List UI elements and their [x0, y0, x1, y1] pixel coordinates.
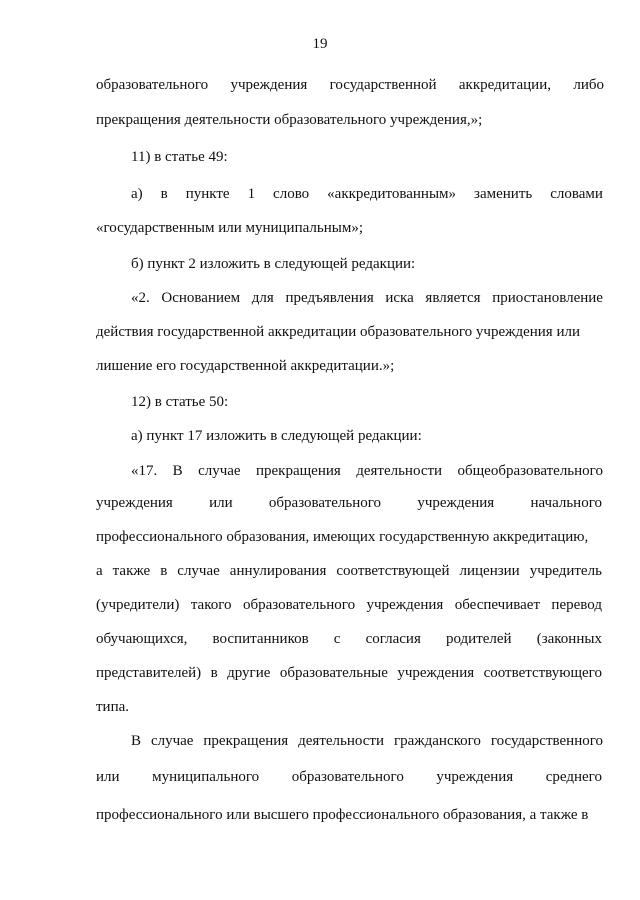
word: в — [160, 563, 168, 579]
word: случае — [177, 563, 220, 579]
text-line — [96, 664, 602, 682]
word: образовательные — [279, 665, 388, 681]
word: Основанием — [161, 290, 241, 306]
word: учреждения — [397, 665, 475, 681]
word: либо — [573, 77, 604, 93]
word: (законных — [536, 631, 602, 647]
word: обеспечивает — [454, 597, 540, 613]
word: гражданского — [393, 733, 481, 749]
word: или — [209, 495, 233, 511]
word: или — [96, 769, 120, 785]
word: согласия — [365, 631, 421, 647]
word: с — [333, 631, 341, 647]
text-line: 12) в статье 50: — [131, 394, 229, 410]
word: образовательного — [96, 77, 209, 93]
word: учреждения — [230, 77, 308, 93]
word: представителей) — [96, 665, 202, 681]
page-number: 19 — [312, 36, 328, 52]
word: иска — [385, 290, 414, 306]
word: учреждения — [366, 597, 444, 613]
word: лицензии — [459, 563, 520, 579]
word: учреждения — [436, 769, 514, 785]
word: перевод — [551, 597, 602, 613]
word: В — [131, 733, 142, 749]
text-line: профессионального или высшего профессионального образования, а также в — [96, 807, 589, 823]
word: родителей — [445, 631, 512, 647]
word: случае — [150, 733, 194, 749]
word: деятельности — [356, 463, 443, 479]
word: общеобразовательного — [457, 463, 603, 479]
word: пункте — [185, 186, 230, 202]
word: предъявления — [285, 290, 374, 306]
word: В — [172, 463, 183, 479]
word: другие — [227, 665, 271, 681]
text-line: б) пункт 2 изложить в следующей редакции: — [131, 256, 416, 272]
text-line: «государственным или муниципальным»; — [96, 220, 363, 236]
word: (учредители) — [96, 597, 180, 613]
word: «2. — [131, 290, 150, 306]
word: «аккредитованным» — [327, 186, 457, 202]
text-line — [96, 562, 602, 580]
word: учреждения — [417, 495, 495, 511]
word: «17. — [131, 463, 158, 479]
word: образовательного — [242, 597, 356, 613]
text-line: действия государственной аккредитации образовательного учреждения или — [96, 324, 580, 340]
text-line — [96, 630, 602, 648]
word: словами — [550, 186, 603, 202]
word: а) — [131, 186, 143, 202]
word: муниципального — [152, 769, 260, 785]
word: воспитанников — [212, 631, 309, 647]
word: 1 — [247, 186, 256, 202]
text-line: типа. — [96, 699, 130, 715]
word: государственной — [329, 77, 437, 93]
word: учреждения — [96, 495, 173, 511]
word: государственного — [490, 733, 603, 749]
word: обучающихся, — [96, 631, 188, 647]
text-line — [131, 289, 603, 307]
word: образовательного — [268, 495, 382, 511]
word: образовательного — [291, 769, 404, 785]
word: слово — [273, 186, 310, 202]
text-line: профессионального образования, имеющих государственную аккредитацию, — [96, 529, 589, 545]
word: в — [160, 186, 168, 202]
word: соответствующей — [336, 563, 450, 579]
text-line — [131, 185, 603, 203]
word: соответствующего — [483, 665, 602, 681]
text-line — [96, 596, 602, 614]
word: в — [210, 665, 218, 681]
word: прекращения — [256, 463, 341, 479]
text-line — [96, 768, 602, 786]
word: а — [96, 563, 103, 579]
word: начального — [530, 495, 602, 511]
text-line — [96, 76, 604, 94]
word: заменить — [474, 186, 533, 202]
text-line: прекращения деятельности образовательного учреждения,»; — [96, 112, 483, 128]
word: для — [251, 290, 274, 306]
text-line — [131, 732, 603, 750]
text-line: а) пункт 17 изложить в следующей редакции: — [131, 428, 422, 444]
word: среднего — [545, 769, 602, 785]
word: аннулирования — [229, 563, 327, 579]
word: прекращения — [203, 733, 289, 749]
word: аккредитации, — [458, 77, 551, 93]
text-line: 11) в статье 49: — [131, 149, 228, 165]
word: случае — [198, 463, 241, 479]
text-line — [96, 494, 602, 512]
text-line — [131, 462, 603, 480]
word: такого — [190, 597, 232, 613]
word: является — [425, 290, 481, 306]
word: учредитель — [529, 563, 602, 579]
word: приостановление — [492, 290, 603, 306]
word: деятельности — [298, 733, 385, 749]
text-line: лишение его государственной аккредитации.»; — [96, 358, 395, 374]
word: также — [112, 563, 151, 579]
